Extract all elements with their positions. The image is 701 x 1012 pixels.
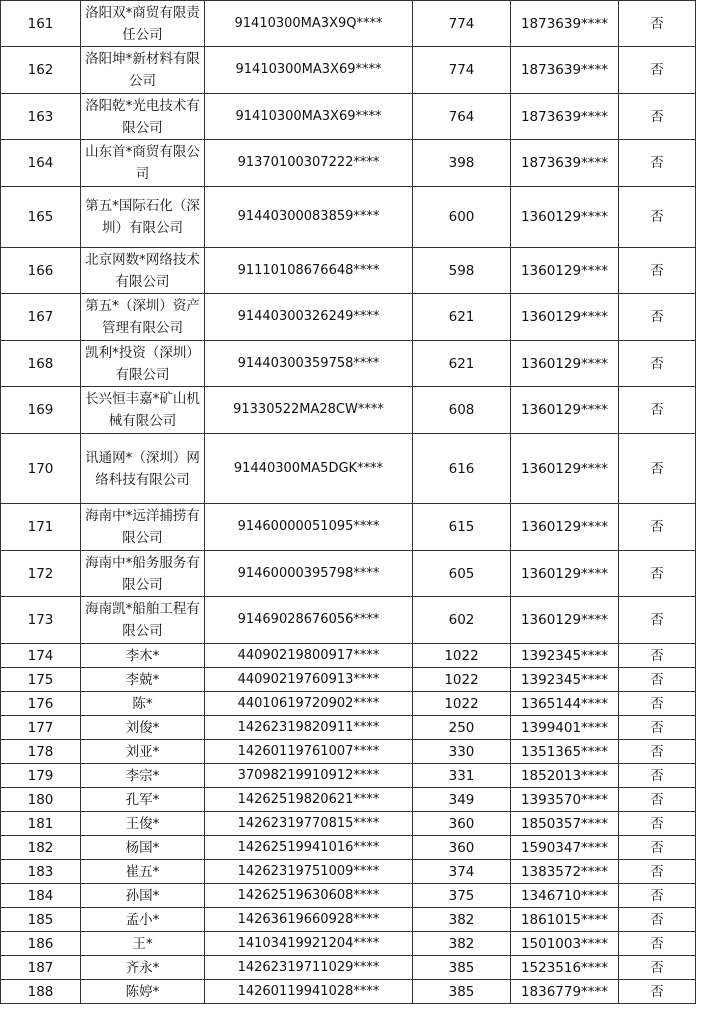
score-cell: 250: [413, 716, 511, 740]
phone-cell: 1392345****: [511, 668, 619, 692]
entity-name-cell: 北京网数*网络技术有限公司: [81, 248, 205, 294]
table-row: [1, 140, 696, 187]
entity-name-cell: 孟小*: [81, 908, 205, 932]
row-number-cell: 172: [1, 551, 81, 597]
phone-cell: 1850357****: [511, 812, 619, 836]
score-cell: 608: [413, 387, 511, 434]
score-cell: 616: [413, 434, 511, 504]
score-cell: 331: [413, 764, 511, 788]
entity-name-cell: 陈婷*: [81, 980, 205, 1004]
table-row: [1, 294, 696, 341]
flag-cell: 否: [619, 908, 696, 932]
score-cell: 398: [413, 140, 511, 187]
phone-cell: 1383572****: [511, 860, 619, 884]
flag-cell: 否: [619, 47, 696, 94]
phone-cell: 1360129****: [511, 387, 619, 434]
phone-cell: 1501003****: [511, 932, 619, 956]
flag-cell: 否: [619, 387, 696, 434]
flag-cell: 否: [619, 860, 696, 884]
phone-cell: 1360129****: [511, 187, 619, 248]
row-number-cell: 163: [1, 94, 81, 140]
table-row: [1, 187, 696, 248]
flag-cell: 否: [619, 932, 696, 956]
entity-name-cell: 陈*: [81, 692, 205, 716]
credit-code-cell: 91460000051095****: [205, 504, 413, 551]
credit-code-cell: 37098219910912****: [205, 764, 413, 788]
credit-code-cell: 14262319751009****: [205, 860, 413, 884]
credit-code-cell: 91460000395798****: [205, 551, 413, 597]
entity-name-cell: 杨国*: [81, 836, 205, 860]
flag-cell: 否: [619, 94, 696, 140]
table-row: [1, 692, 696, 716]
phone-cell: 1360129****: [511, 294, 619, 341]
score-cell: 615: [413, 504, 511, 551]
score-cell: 598: [413, 248, 511, 294]
score-cell: 360: [413, 836, 511, 860]
flag-cell: 否: [619, 764, 696, 788]
entity-name-cell: 李木*: [81, 644, 205, 668]
records-table-body: [1, 1, 696, 1004]
credit-code-cell: 91410300MA3X69****: [205, 94, 413, 140]
table-row: [1, 597, 696, 644]
score-cell: 774: [413, 1, 511, 47]
row-number-cell: 186: [1, 932, 81, 956]
flag-cell: 否: [619, 668, 696, 692]
entity-name-cell: 王俊*: [81, 812, 205, 836]
table-row: [1, 932, 696, 956]
table-row: [1, 812, 696, 836]
score-cell: 774: [413, 47, 511, 94]
phone-cell: 1873639****: [511, 1, 619, 47]
score-cell: 1022: [413, 668, 511, 692]
table-row: [1, 387, 696, 434]
credit-code-cell: 91370100307222****: [205, 140, 413, 187]
row-number-cell: 188: [1, 980, 81, 1004]
flag-cell: 否: [619, 716, 696, 740]
credit-code-cell: 14260119761007****: [205, 740, 413, 764]
phone-cell: 1360129****: [511, 551, 619, 597]
table-row: [1, 836, 696, 860]
row-number-cell: 187: [1, 956, 81, 980]
phone-cell: 1590347****: [511, 836, 619, 860]
phone-cell: 1351365****: [511, 740, 619, 764]
table-row: [1, 740, 696, 764]
entity-name-cell: 第五*（深圳）资产管理有限公司: [81, 294, 205, 341]
score-cell: 330: [413, 740, 511, 764]
phone-cell: 1523516****: [511, 956, 619, 980]
entity-name-cell: 孔军*: [81, 788, 205, 812]
entity-name-cell: 凯利*投资（深圳）有限公司: [81, 341, 205, 387]
credit-code-cell: 91330522MA28CW****: [205, 387, 413, 434]
credit-code-cell: 14262319770815****: [205, 812, 413, 836]
credit-code-cell: 44010619720902****: [205, 692, 413, 716]
phone-cell: 1365144****: [511, 692, 619, 716]
flag-cell: 否: [619, 980, 696, 1004]
table-row: [1, 341, 696, 387]
flag-cell: 否: [619, 836, 696, 860]
flag-cell: 否: [619, 504, 696, 551]
score-cell: 602: [413, 597, 511, 644]
table-row: [1, 716, 696, 740]
credit-code-cell: 14262519941016****: [205, 836, 413, 860]
phone-cell: 1873639****: [511, 47, 619, 94]
table-row: [1, 644, 696, 668]
row-number-cell: 171: [1, 504, 81, 551]
score-cell: 764: [413, 94, 511, 140]
row-number-cell: 164: [1, 140, 81, 187]
flag-cell: 否: [619, 597, 696, 644]
entity-name-cell: 刘亚*: [81, 740, 205, 764]
row-number-cell: 176: [1, 692, 81, 716]
table-row: [1, 248, 696, 294]
row-number-cell: 177: [1, 716, 81, 740]
credit-code-cell: 91440300MA5DGK****: [205, 434, 413, 504]
phone-cell: 1360129****: [511, 248, 619, 294]
flag-cell: 否: [619, 692, 696, 716]
row-number-cell: 170: [1, 434, 81, 504]
credit-code-cell: 91410300MA3X9Q****: [205, 1, 413, 47]
entity-name-cell: 刘俊*: [81, 716, 205, 740]
flag-cell: 否: [619, 812, 696, 836]
entity-name-cell: 李兢*: [81, 668, 205, 692]
entity-name-cell: 山东首*商贸有限公司: [81, 140, 205, 187]
score-cell: 605: [413, 551, 511, 597]
table-row: [1, 551, 696, 597]
table-row: [1, 1, 696, 47]
entity-name-cell: 洛阳双*商贸有限责任公司: [81, 1, 205, 47]
table-row: [1, 504, 696, 551]
table-row: [1, 788, 696, 812]
entity-name-cell: 孙国*: [81, 884, 205, 908]
table-row: [1, 764, 696, 788]
entity-name-cell: 王*: [81, 932, 205, 956]
table-row: [1, 884, 696, 908]
flag-cell: 否: [619, 187, 696, 248]
flag-cell: 否: [619, 294, 696, 341]
row-number-cell: 162: [1, 47, 81, 94]
entity-name-cell: 海南凯*船舶工程有限公司: [81, 597, 205, 644]
credit-code-cell: 44090219760913****: [205, 668, 413, 692]
row-number-cell: 184: [1, 884, 81, 908]
credit-code-cell: 91440300359758****: [205, 341, 413, 387]
credit-code-cell: 91469028676056****: [205, 597, 413, 644]
table-row: [1, 94, 696, 140]
row-number-cell: 167: [1, 294, 81, 341]
row-number-cell: 175: [1, 668, 81, 692]
credit-code-cell: 91440300326249****: [205, 294, 413, 341]
entity-name-cell: 洛阳坤*新材料有限公司: [81, 47, 205, 94]
row-number-cell: 174: [1, 644, 81, 668]
phone-cell: 1346710****: [511, 884, 619, 908]
credit-code-cell: 14262319711029****: [205, 956, 413, 980]
flag-cell: 否: [619, 1, 696, 47]
score-cell: 385: [413, 956, 511, 980]
flag-cell: 否: [619, 740, 696, 764]
entity-name-cell: 洛阳乾*光电技术有限公司: [81, 94, 205, 140]
phone-cell: 1360129****: [511, 341, 619, 387]
phone-cell: 1360129****: [511, 434, 619, 504]
credit-code-cell: 14262519630608****: [205, 884, 413, 908]
entity-name-cell: 讯通网*（深圳）网络科技有限公司: [81, 434, 205, 504]
flag-cell: 否: [619, 551, 696, 597]
score-cell: 385: [413, 980, 511, 1004]
phone-cell: 1360129****: [511, 504, 619, 551]
entity-name-cell: 齐永*: [81, 956, 205, 980]
phone-cell: 1360129****: [511, 597, 619, 644]
row-number-cell: 169: [1, 387, 81, 434]
score-cell: 360: [413, 812, 511, 836]
score-cell: 382: [413, 932, 511, 956]
table-row: [1, 980, 696, 1004]
row-number-cell: 179: [1, 764, 81, 788]
entity-name-cell: 崔五*: [81, 860, 205, 884]
flag-cell: 否: [619, 434, 696, 504]
credit-code-cell: 91410300MA3X69****: [205, 47, 413, 94]
entity-name-cell: 第五*国际石化（深圳）有限公司: [81, 187, 205, 248]
row-number-cell: 180: [1, 788, 81, 812]
phone-cell: 1873639****: [511, 140, 619, 187]
flag-cell: 否: [619, 248, 696, 294]
table-row: [1, 860, 696, 884]
row-number-cell: 181: [1, 812, 81, 836]
score-cell: 1022: [413, 644, 511, 668]
credit-code-cell: 91110108676648****: [205, 248, 413, 294]
score-cell: 349: [413, 788, 511, 812]
credit-code-cell: 91440300083859****: [205, 187, 413, 248]
credit-code-cell: 14103419921204****: [205, 932, 413, 956]
credit-code-cell: 14263619660928****: [205, 908, 413, 932]
table-row: [1, 956, 696, 980]
row-number-cell: 185: [1, 908, 81, 932]
row-number-cell: 182: [1, 836, 81, 860]
score-cell: 621: [413, 341, 511, 387]
flag-cell: 否: [619, 884, 696, 908]
flag-cell: 否: [619, 644, 696, 668]
score-cell: 374: [413, 860, 511, 884]
flag-cell: 否: [619, 956, 696, 980]
phone-cell: 1861015****: [511, 908, 619, 932]
phone-cell: 1836779****: [511, 980, 619, 1004]
row-number-cell: 183: [1, 860, 81, 884]
flag-cell: 否: [619, 788, 696, 812]
phone-cell: 1852013****: [511, 764, 619, 788]
phone-cell: 1399401****: [511, 716, 619, 740]
flag-cell: 否: [619, 140, 696, 187]
table-row: [1, 668, 696, 692]
credit-code-cell: 14260119941028****: [205, 980, 413, 1004]
score-cell: 600: [413, 187, 511, 248]
credit-code-cell: 14262519820621****: [205, 788, 413, 812]
table-row: [1, 908, 696, 932]
table-row: [1, 434, 696, 504]
table-row: [1, 47, 696, 94]
flag-cell: 否: [619, 341, 696, 387]
entity-name-cell: 长兴恒丰嘉*矿山机械有限公司: [81, 387, 205, 434]
row-number-cell: 165: [1, 187, 81, 248]
entity-name-cell: 海南中*远洋捕捞有限公司: [81, 504, 205, 551]
row-number-cell: 173: [1, 597, 81, 644]
credit-code-cell: 44090219800917****: [205, 644, 413, 668]
phone-cell: 1392345****: [511, 644, 619, 668]
row-number-cell: 161: [1, 1, 81, 47]
entity-name-cell: 海南中*船务服务有限公司: [81, 551, 205, 597]
phone-cell: 1393570****: [511, 788, 619, 812]
score-cell: 375: [413, 884, 511, 908]
score-cell: 621: [413, 294, 511, 341]
credit-code-cell: 14262319820911****: [205, 716, 413, 740]
score-cell: 1022: [413, 692, 511, 716]
entity-name-cell: 李宗*: [81, 764, 205, 788]
row-number-cell: 178: [1, 740, 81, 764]
phone-cell: 1873639****: [511, 94, 619, 140]
score-cell: 382: [413, 908, 511, 932]
row-number-cell: 166: [1, 248, 81, 294]
row-number-cell: 168: [1, 341, 81, 387]
